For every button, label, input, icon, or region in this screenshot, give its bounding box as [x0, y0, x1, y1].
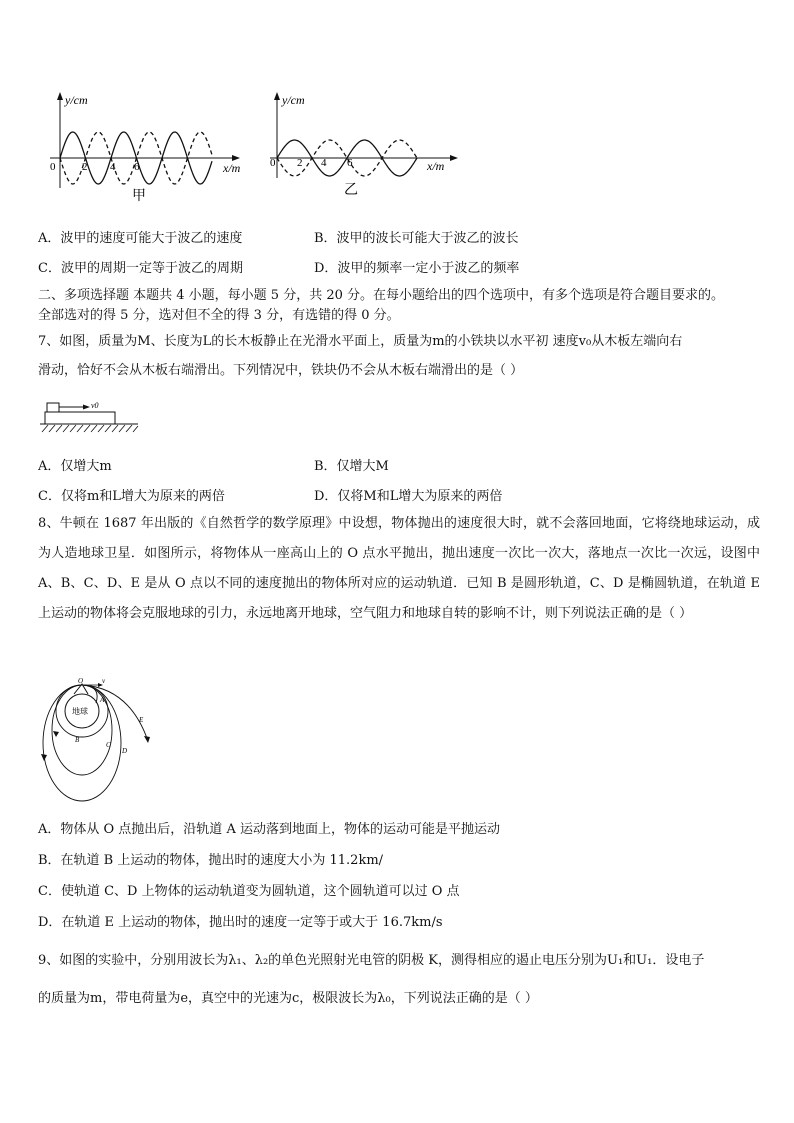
wave-figure-yi — [262, 88, 472, 213]
tick-label: 2 — [82, 161, 88, 173]
orbit-c-label: C — [106, 741, 111, 749]
orbit-direction-arrow — [53, 731, 59, 737]
y-label: y/cm — [65, 93, 88, 107]
q7-block-board-figure — [38, 396, 143, 438]
tick-label: 4 — [321, 157, 327, 169]
orbit-a-label: A — [100, 696, 105, 704]
q8-option-a: A．物体从 O 点抛出后，沿轨道 A 运动落到地面上，物体的运动可能是平抛运动 — [38, 822, 500, 837]
q8-option-c: C．使轨道 C、D 上物体的运动轨道变为圆轨道，这个圆轨道可以过 O 点 — [38, 884, 460, 899]
orbit-c — [52, 685, 112, 775]
q8-stem: 8、牛顿在 1687 年出版的《自然哲学的数学原理》中设想，物体抛出的速度很大时，就不会落回地面，它将绕地球运动，成为人造地球卫星．如图所示，将物体从一座高山上的 O 点水平抛出，抛出速度一次比一次大，落地点一次比一次远，设图中 A、B、C、D、E 是从 O 点以不同的速度抛出的物体所对应的运动轨道．已知 B 是圆形轨道，C、D 是椭圆轨道，在轨道 E 上运动的物体将会克服地球的引力，永远地离开地球，空气阻力和地球自转的影响不计，则下列说法正确的是（ ） — [38, 516, 760, 621]
origin-label: 0 — [50, 161, 56, 173]
orbit-direction-arrow — [41, 754, 47, 761]
x-label: x/m — [427, 159, 445, 173]
q7-stem-line1: 7、如图，质量为M、长度为L的长木板静止在光滑水平面上，质量为m的小铁块以水平初 速度v₀从木板左端向右 — [38, 334, 683, 349]
q7-option-a: A．仅增大m — [38, 459, 112, 474]
q8-option-b: B．在轨道 B 上运动的物体，抛出时的速度大小为 11.2km/ — [38, 853, 384, 868]
earth-label: 地球 — [72, 707, 88, 716]
x-label: x/m — [223, 161, 241, 175]
q8-option-d: D．在轨道 E 上运动的物体，抛出时的速度一定等于或大于 16.7km/s — [38, 915, 443, 930]
y-axis-arrow — [57, 92, 63, 100]
q7-stem-line2: 滑动，恰好不会从木板右端滑出。下列情况中，铁块仍不会从木板右端滑出的是（ ） — [38, 363, 524, 378]
section-heading: 二、多项选择题 本题共 4 小题，每小题 5 分，共 20 分。在每小题给出的四个选项中，有多个选项是符合题目要求的。 — [38, 288, 725, 303]
tick-label: 6 — [347, 157, 353, 169]
q9-stem-line1: 9、如图的实验中，分别用波长为λ₁、λ₂的单色光照射光电管的阴极 K，测得相应的遏止电压分别为U₁和U₁．设电子 — [38, 953, 705, 968]
tick-label: 6 — [134, 161, 140, 173]
iron-block — [47, 403, 59, 412]
orbit-d-label: D — [122, 747, 128, 755]
velocity-arrow-head — [83, 405, 90, 410]
figure-caption: 甲 — [132, 189, 146, 204]
q7-option-b: B．仅增大M — [314, 459, 389, 474]
q9-stem-line2: 的质量为m，带电荷量为e，真空中的光速为c，极限波长为λ₀，下列说法正确的是（ ） — [38, 991, 538, 1006]
origin-label: 0 — [270, 157, 276, 169]
y-label: y/cm — [282, 93, 305, 107]
ground-hatching — [42, 425, 138, 432]
section-instruction: 全部选对的得 5 分，选对但不全的得 3 分，有选错的得 0 分。 — [38, 308, 400, 323]
x-axis-arrow — [450, 155, 458, 161]
velocity-label: v0 — [91, 401, 99, 410]
tick-label: 4 — [110, 161, 116, 173]
orbit-e — [84, 685, 148, 741]
y-axis-arrow — [274, 92, 280, 100]
orbit-e-arrow — [144, 736, 150, 743]
long-board — [45, 412, 115, 424]
q8-orbit-figure — [38, 675, 163, 810]
q6-option-d: D．波甲的频率一定小于波乙的频率 — [314, 261, 520, 276]
tick-label: 2 — [297, 157, 303, 169]
figure-caption: 乙 — [344, 183, 358, 198]
q6-option-c: C．波甲的周期一定等于波乙的周期 — [38, 261, 243, 276]
point-o-label: O — [78, 677, 84, 685]
q6-option-b: B．波甲的波长可能大于波乙的波长 — [314, 231, 519, 246]
wave-figure-jia — [40, 88, 255, 213]
q7-option-d: D．仅将M和L增大为原来的两倍 — [314, 489, 503, 504]
orbit-e-label: E — [139, 716, 144, 724]
q7-option-c: C．仅将m和L增大为原来的两倍 — [38, 489, 225, 504]
q6-option-a: A．波甲的速度可能大于波乙的速度 — [38, 231, 243, 246]
velocity-label: v — [102, 677, 106, 685]
orbit-b-label: B — [75, 736, 80, 744]
